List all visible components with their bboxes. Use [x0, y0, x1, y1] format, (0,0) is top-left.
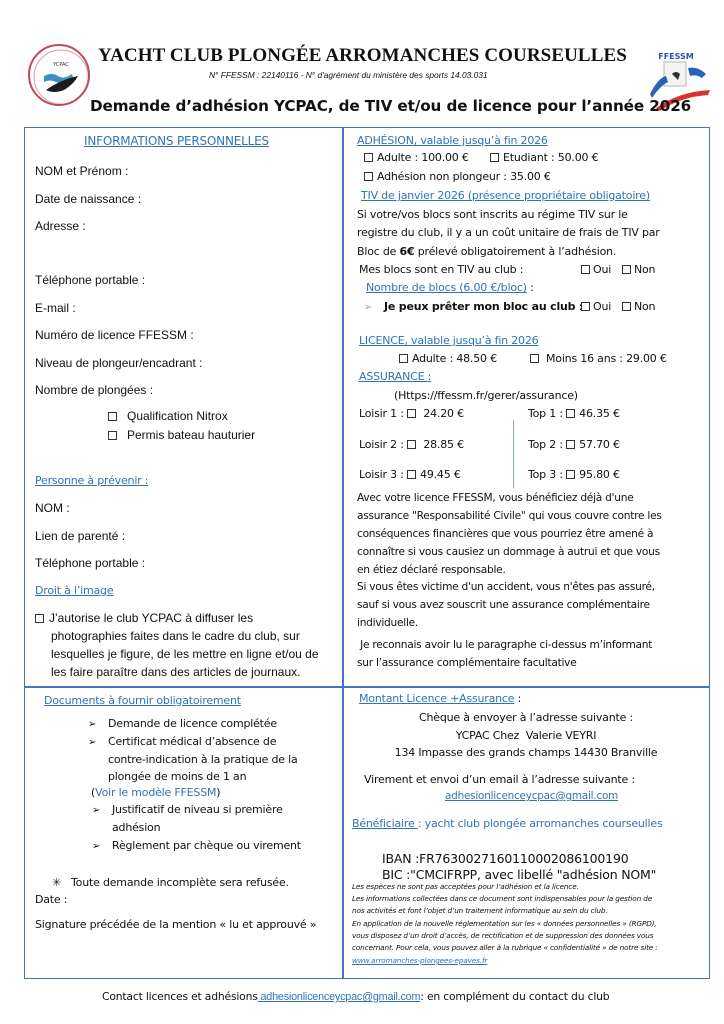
- option-label: Non: [634, 263, 656, 276]
- colon: :: [575, 300, 583, 313]
- checkbox-icon[interactable]: [566, 470, 575, 479]
- payment-email-link[interactable]: adhesionlicenceycpac@gmail.com: [445, 790, 619, 802]
- tiv-heading: TIV de janvier 2026 (présence propriétaire obligatoire): [361, 189, 650, 202]
- legal-line: Les espèces ne sont pas acceptées pour l’adhésion et la licence.: [352, 882, 579, 891]
- beneficiary-label: Bénéficiaire: [352, 817, 418, 830]
- footer-contact-label: Contact licences et adhésions: [102, 990, 258, 1003]
- paren: ): [216, 786, 221, 799]
- checkbox-icon[interactable]: [399, 354, 408, 363]
- option-label: Moins 16 ans : 29.00 €: [546, 352, 667, 365]
- checkbox-icon[interactable]: [566, 409, 575, 418]
- field-relationship[interactable]: Lien de parenté :: [35, 529, 126, 543]
- option-label: Etudiant : 50.00 €: [503, 151, 599, 164]
- tiv-text-line: registre du club, il y a un coût unitaire de frais de TIV par: [357, 226, 660, 239]
- documents-heading: Documents à fournir obligatoirement: [44, 694, 241, 707]
- iban: IBAN :FR7630027160110002086100190: [382, 851, 629, 866]
- checkbox-boat-permit[interactable]: [108, 428, 255, 442]
- colon: :: [526, 281, 534, 294]
- option-adult-membership[interactable]: [364, 151, 469, 164]
- checkbox-icon[interactable]: [581, 265, 590, 274]
- option-label: Adhésion non plongeur : 35.00 €: [377, 170, 551, 183]
- field-email[interactable]: E-mail :: [35, 301, 76, 315]
- legal-line: En application de la nouvelle réglementation sur les « données personnelles » (RGPD),: [352, 919, 657, 928]
- insurance-price: 49.45 €: [420, 468, 461, 481]
- field-emergency-phone[interactable]: Téléphone portable :: [35, 556, 146, 570]
- document-item: [88, 717, 277, 730]
- checkbox-icon[interactable]: [407, 470, 416, 479]
- insurance-label: Loisir 2 :: [359, 438, 404, 451]
- field-date[interactable]: Date :: [35, 893, 68, 906]
- bic: BIC :"CMCIFRPP, avec libellé "adhésion NOM": [382, 867, 657, 882]
- lend-yes-option[interactable]: [581, 300, 611, 313]
- field-dive-count[interactable]: Nombre de plongées :: [35, 383, 154, 397]
- insurance-label: Loisir 1 :: [359, 407, 404, 420]
- document-item-label: Certificat médical d’absence de: [108, 735, 277, 748]
- document-item-continuation: plongée de moins de 1 an: [108, 770, 247, 783]
- checkbox-icon[interactable]: [407, 409, 416, 418]
- checkbox-icon[interactable]: [622, 265, 631, 274]
- tiv-text-line: Si votre/vos blocs sont inscrits au régime TIV sur le: [357, 208, 628, 221]
- club-registration: N° FFESSM : 22140116 - N° d'agrément du ministère des sports 14.03.031: [209, 70, 488, 80]
- tiv-question: Mes blocs sont en TIV au club :: [359, 263, 524, 276]
- field-birth-date[interactable]: Date de naissance :: [35, 192, 142, 206]
- insurance-notice-line: individuelle.: [357, 617, 419, 629]
- lend-block-label: Je peux prêter mon bloc au club: [384, 300, 576, 313]
- image-rights-line: lesquelles je figure, de les mettre en ligne et/ou de: [51, 647, 319, 661]
- option-label: Adulte : 100.00 €: [377, 151, 469, 164]
- insurance-loisir-2[interactable]: [359, 438, 464, 451]
- beneficiary-row: [352, 817, 663, 830]
- field-emergency-name[interactable]: NOM :: [35, 501, 70, 515]
- payment-heading-row: [359, 692, 521, 705]
- checkbox-icon[interactable]: [581, 302, 590, 311]
- checkbox-icon[interactable]: [108, 412, 117, 421]
- tiv-text: prélevé obligatoirement à l’adhésion.: [414, 245, 617, 258]
- option-label: Non: [634, 300, 656, 313]
- ycpac-logo: [28, 44, 90, 106]
- insurance-notice-line: sauf si vous avez souscrit une assurance complémentaire: [357, 599, 650, 611]
- checkbox-nitrox[interactable]: [108, 409, 228, 423]
- incomplete-warning: [52, 876, 289, 889]
- insurance-price: 28.85 €: [423, 438, 464, 451]
- insurance-top-2[interactable]: [528, 438, 620, 451]
- field-mobile-phone[interactable]: Téléphone portable :: [35, 273, 146, 287]
- field-address[interactable]: Adresse :: [35, 219, 86, 233]
- insurance-price: 46.35 €: [579, 407, 620, 420]
- document-item-label: Règlement par chèque ou virement: [112, 839, 301, 852]
- personal-info-heading: INFORMATIONS PERSONNELLES: [84, 134, 269, 148]
- legal-line: vous disposez d’un droit d’accès, de rectification et de suppression des données vous: [352, 931, 654, 940]
- checkbox-icon[interactable]: [530, 354, 539, 363]
- arrow-bullet-icon: ➢: [92, 841, 101, 852]
- tiv-no-option[interactable]: [622, 263, 655, 276]
- checkbox-icon[interactable]: [108, 431, 117, 440]
- ffessm-model-link[interactable]: Voir le modèle FFESSM: [95, 786, 217, 799]
- emergency-contact-heading: Personne à prévenir :: [35, 474, 149, 487]
- insurance-notice-line: connaître si vous causiez un dommage à autrui et que vous: [357, 546, 660, 558]
- document-item-label: Demande de licence complétée: [108, 717, 277, 730]
- legal-line: concernant. Pour cela, vous pouvez aller à la rubrique « confidentialité » de notre site :: [352, 943, 658, 952]
- insurance-top-1[interactable]: [528, 407, 620, 420]
- insurance-loisir-3[interactable]: [359, 468, 461, 481]
- insurance-loisir-1[interactable]: [359, 407, 464, 420]
- document-item-continuation: adhésion: [112, 821, 161, 834]
- checkbox-icon[interactable]: [490, 153, 499, 162]
- option-label: Oui: [593, 300, 612, 313]
- option-adult-licence[interactable]: [399, 352, 497, 365]
- ycpac-logo-icon: [30, 46, 90, 106]
- option-label: Oui: [593, 263, 612, 276]
- insurance-column-divider: [513, 420, 514, 488]
- cheque-address: 134 Impasse des grands champs 14430 Branville: [394, 746, 658, 759]
- insurance-price: 57.70 €: [579, 438, 620, 451]
- block-count-label: Nombre de blocs (6.00 €/bloc): [366, 281, 527, 294]
- checkbox-icon[interactable]: [407, 440, 416, 449]
- tiv-text-line: [357, 245, 616, 258]
- option-student-membership[interactable]: [490, 151, 598, 164]
- insurance-label: Top 1 :: [528, 407, 563, 420]
- document-item: [92, 803, 283, 816]
- footer-contact: [102, 990, 609, 1003]
- insurance-price: 95.80 €: [579, 468, 620, 481]
- checkbox-nitrox-label: Qualification Nitrox: [127, 409, 228, 423]
- insurance-notice-line: en étiez déclaré responsable.: [357, 564, 506, 576]
- insurance-label: Top 3 :: [528, 468, 563, 481]
- lend-block-row: [364, 300, 582, 313]
- checkbox-icon[interactable]: [35, 614, 44, 623]
- ffessm-model-link-row: [91, 786, 220, 799]
- arrow-bullet-icon: ➢: [88, 719, 97, 730]
- insurance-url[interactable]: (Https://ffessm.fr/gerer/assurance): [394, 389, 578, 402]
- incomplete-warning-text: Toute demande incomplète sera refusée.: [71, 876, 289, 889]
- insurance-label: Loisir 3 :: [359, 468, 404, 481]
- document-item-continuation: contre-indication à la pratique de la: [108, 753, 298, 766]
- option-under16-licence[interactable]: [530, 352, 667, 365]
- document-title: Demande d’adhésion YCPAC, de TIV et/ou de licence pour l’année 2026: [90, 97, 692, 115]
- licence-heading: LICENCE, valable jusqu’à fin 2026: [359, 334, 539, 347]
- checkbox-icon[interactable]: [566, 440, 575, 449]
- field-full-name[interactable]: NOM et Prénom :: [35, 164, 129, 178]
- insurance-price: 24.20 €: [423, 407, 464, 420]
- field-diver-level[interactable]: Niveau de plongeur/encadrant :: [35, 356, 203, 370]
- beneficiary-value: : yacht club plongée arromanches courseulles: [417, 817, 663, 830]
- club-name: YACHT CLUB PLONGÉE ARROMANCHES COURSEULLES: [98, 45, 627, 66]
- svg-text:FFESSM: FFESSM: [658, 52, 694, 61]
- checkbox-boat-permit-label: Permis bateau hauturier: [127, 428, 256, 442]
- asterisk-icon: ✳: [52, 876, 62, 889]
- arrow-bullet-icon: ➢: [364, 302, 373, 313]
- footer-email-link[interactable]: adhesionlicenceycpac@gmail.com: [257, 991, 421, 1003]
- image-rights-line: photographies faites dans le cadre du club, sur: [51, 629, 300, 643]
- field-signature[interactable]: Signature précédée de la mention « lu et approuvé »: [35, 918, 317, 931]
- insurance-notice-line: conséquences financières que vous pourriez être amené à: [357, 528, 654, 540]
- legal-line: Les informations collectées dans ce document sont indispensables pour la gestion de: [352, 894, 653, 903]
- image-rights-line: J’autorise le club YCPAC à diffuser les: [49, 611, 254, 625]
- document-item: [92, 839, 301, 852]
- membership-heading: ADHÉSION, valable jusqu’à fin 2026: [357, 134, 548, 147]
- insurance-heading: ASSURANCE :: [359, 370, 432, 383]
- insurance-top-3[interactable]: [528, 468, 620, 481]
- insurance-label: Top 2 :: [528, 438, 563, 451]
- checkbox-icon[interactable]: [364, 172, 373, 181]
- checkbox-icon[interactable]: [364, 153, 373, 162]
- colon: :: [514, 692, 522, 705]
- paren: (: [91, 786, 96, 799]
- checkbox-icon[interactable]: [622, 302, 631, 311]
- tiv-price: 6€: [399, 245, 415, 258]
- column-divider: [342, 127, 344, 979]
- tiv-yes-option[interactable]: [581, 263, 611, 276]
- arrow-bullet-icon: ➢: [92, 805, 101, 816]
- tiv-text: Bloc de: [357, 245, 400, 258]
- insurance-acknowledgement: Je reconnais avoir lu le paragraphe ci-dessus m’informant: [357, 639, 653, 651]
- document-item: [88, 735, 276, 748]
- payment-heading: Montant Licence +Assurance: [359, 692, 515, 705]
- option-label: Adulte : 48.50 €: [412, 352, 497, 365]
- cheque-instruction: Chèque à envoyer à l’adresse suivante :: [419, 711, 633, 724]
- legal-line: nos activités et font l’objet d’un traitement informatique au sein du club.: [352, 906, 608, 915]
- cheque-recipient: YCPAC Chez Valerie VEYRI: [455, 729, 597, 742]
- insurance-notice-line: Si vous êtes victime d'un accident, vous n'êtes pas assuré,: [357, 581, 655, 593]
- lend-no-option[interactable]: [622, 300, 655, 313]
- field-licence-number[interactable]: Numéro de licence FFESSM :: [35, 328, 194, 342]
- svg-text:YCPAC: YCPAC: [53, 62, 69, 68]
- image-rights-consent[interactable]: [35, 611, 253, 625]
- website-link[interactable]: www.arromanches-plongees-epaves.fr: [352, 956, 488, 965]
- transfer-instruction: Virement et envoi d’un email à l’adresse suivante :: [364, 773, 635, 786]
- image-rights-line: les faire paraître dans des articles de journaux.: [51, 665, 301, 679]
- insurance-notice-line: assurance "Responsabilité Civile" qui vous couvre contre les: [357, 510, 662, 522]
- arrow-bullet-icon: ➢: [88, 737, 97, 748]
- footer-contact-suffix: : en complément du contact du club: [420, 990, 610, 1003]
- insurance-notice-line: Avec votre licence FFESSM, vous bénéficiez déjà d'une: [357, 492, 634, 504]
- block-count-field[interactable]: [366, 281, 534, 294]
- document-item-label: Justificatif de niveau si première: [112, 803, 283, 816]
- option-non-diver-membership[interactable]: [364, 170, 551, 183]
- image-rights-heading: Droit à l’image: [35, 584, 114, 597]
- insurance-acknowledgement: sur l’assurance complémentaire facultative: [357, 657, 577, 669]
- row-divider: [24, 686, 710, 688]
